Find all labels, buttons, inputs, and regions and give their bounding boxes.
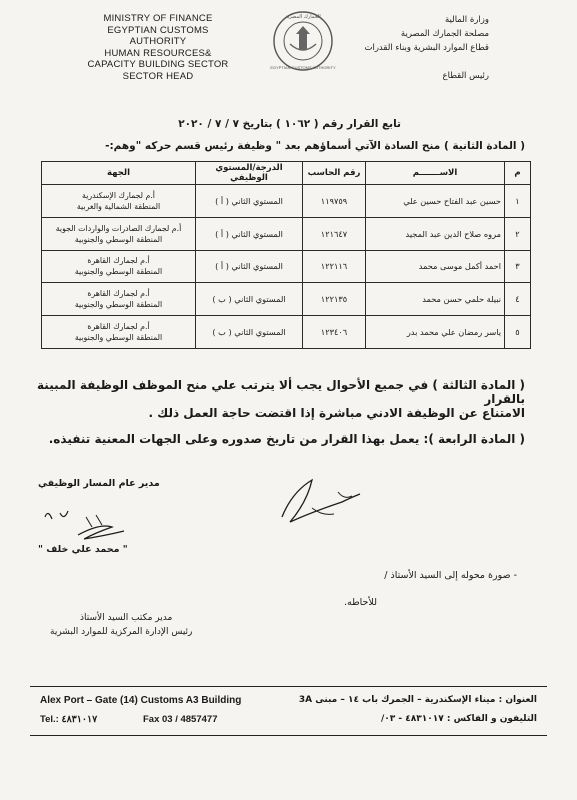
cell-code: ١٢٢١٣٥: [303, 283, 366, 316]
decision-title: تابع القرار رقم ( ١٠٦٢ ) بتاريخ ٧ / ٧ / ٢٠٢٠: [178, 118, 401, 130]
cc-line-1: مدير مكتب السيد الأستاذ: [80, 613, 173, 623]
article-four: ( المادة الرابعة ): يعمل بهذا القرار من تاريخ صدوره وعلى الجهات المعنية تنفيذه.: [48, 432, 525, 446]
table-row: [42, 217, 531, 250]
footer-tel-en: Tel.: ٤٨٣١٠١٧: [40, 714, 98, 725]
svg-text:EGYPTIAN CUSTOMS AUTHORITY: EGYPTIAN CUSTOMS AUTHORITY: [270, 65, 336, 70]
col-header-num: م: [505, 162, 531, 185]
cell-name: حسين عبد الفتاح حسين علي: [366, 185, 505, 218]
svg-text:الجمارك المصرية: الجمارك المصرية: [285, 14, 321, 20]
cell-num: ٢: [505, 217, 531, 250]
cell-name: ياسر رمضان علي محمد بدر: [366, 316, 505, 349]
table-row: [42, 250, 531, 283]
cell-grade: المستوي الثاني ( أ ): [196, 217, 303, 250]
header-en-line: EGYPTIAN CUSTOMS AUTHORITY: [107, 24, 209, 47]
cell-grade: المستوي الثاني ( ب ): [196, 283, 303, 316]
cell-num: ٥: [505, 316, 531, 349]
header-en-line: CAPACITY BUILDING SECTOR: [87, 59, 229, 70]
table-row: [42, 185, 531, 218]
for-information-line: للأحاطه.: [343, 597, 377, 608]
cell-code: ١٢٣٤٠٦: [303, 316, 366, 349]
col-header-office: الجهة: [42, 162, 196, 185]
copy-forward-line: - صورة محوله إلى السيد الأستاذ /: [384, 570, 517, 581]
header-en-line: MINISTRY OF FINANCE: [103, 13, 213, 24]
signer-title: مدير عام المسار الوظيفي: [38, 478, 160, 489]
cell-code: ١١٩٧٥٩: [303, 185, 366, 218]
header-arabic: [339, 13, 489, 83]
header-ar-line: قطاع الموارد البشرية وبناء القدرات: [364, 43, 489, 53]
footer-fax-en: Fax 03 / 4857477: [143, 714, 218, 725]
cell-code: ١٢١٦٤٧: [303, 217, 366, 250]
cell-name: احمد أكمل موسى محمد: [366, 250, 505, 283]
article-two: ( المادة الثانية ) منح السادة الآتي أسماؤهم بعد " وظيفة رئيس قسم حركه "وهم:-: [105, 140, 525, 152]
cell-num: ٤: [505, 283, 531, 316]
cell-office: أ.م لجمارك القاهرة المنطقة الوسطي والجنوبية: [42, 316, 196, 349]
cell-office: أ.م لجمارك القاهرة المنطقة الوسطي والجنوبية: [42, 250, 196, 283]
col-header-name: الاســـــــم: [366, 162, 505, 185]
cell-num: ١: [505, 185, 531, 218]
signature-right: [272, 472, 372, 532]
header-ar-sector-head: رئيس القطاع: [442, 71, 489, 81]
cell-num: ٣: [505, 250, 531, 283]
nominees-table: [41, 161, 531, 349]
letterhead-footer: [30, 686, 547, 736]
table-row: [42, 283, 531, 316]
cell-office: أ.م لجمارك القاهرة المنطقة الوسطي والجنوبية: [42, 283, 196, 316]
cell-grade: المستوي الثاني ( أ ): [196, 185, 303, 218]
customs-seal-logo: [258, 10, 348, 72]
cell-office: أ.م لجمارك الإسكندرية المنطقة الشمالية والغربية: [42, 185, 196, 218]
header-ar-line: مصلحة الجمارك المصرية: [400, 29, 489, 39]
signer-name: " محمد علي خلف ": [38, 544, 128, 555]
header-en-line: SECTOR HEAD: [122, 70, 194, 82]
cell-office: أ.م لجمارك الصادرات والواردات الجوية المنطقة الوسطي والجنوبية: [42, 217, 196, 250]
cell-name: نبيلة حلمي حسن محمد: [366, 283, 505, 316]
cc-line-2: رئيس الإدارة المركزية للموارد البشرية: [50, 627, 193, 637]
col-header-grade: الدرجة/المستوي الوظيفي: [196, 162, 303, 185]
footer-address-en: Alex Port – Gate (14) Customs A3 Building: [40, 695, 242, 706]
col-header-code: رقم الحاسب: [303, 162, 366, 185]
cell-name: مروه صلاح الدين عبد المجيد: [366, 217, 505, 250]
table-row: [42, 316, 531, 349]
footer-address-ar: العنوان : ميناء الإسكندرية – الجمرك باب ١٤ – مبنى 3A: [298, 695, 537, 705]
signature-left: [40, 505, 130, 545]
cell-grade: المستوي الثاني ( ب ): [196, 316, 303, 349]
article-three-line2: الامتناع عن الوظيفة الادني مباشرة إذا اقتضت حاجة العمل ذلك .: [148, 406, 525, 420]
article-three-line1: ( المادة الثالثة ) في جميع الأحوال يجب ألا يترتب علي منح الموظف الوظيفة المبينة بالقرار: [37, 378, 525, 406]
footer-tel-ar: التليفون و الفاكس : ٤٨٣١٠١٧ - ٠٣/: [380, 714, 537, 724]
header-en-line: HUMAN RESOURCES&: [104, 47, 212, 59]
table-header-row: [42, 162, 531, 185]
header-english: [78, 13, 238, 82]
header-ar-line: وزارة المالية: [445, 15, 489, 25]
cell-grade: المستوي الثاني ( أ ): [196, 250, 303, 283]
cell-code: ١٢٢١١٦: [303, 250, 366, 283]
